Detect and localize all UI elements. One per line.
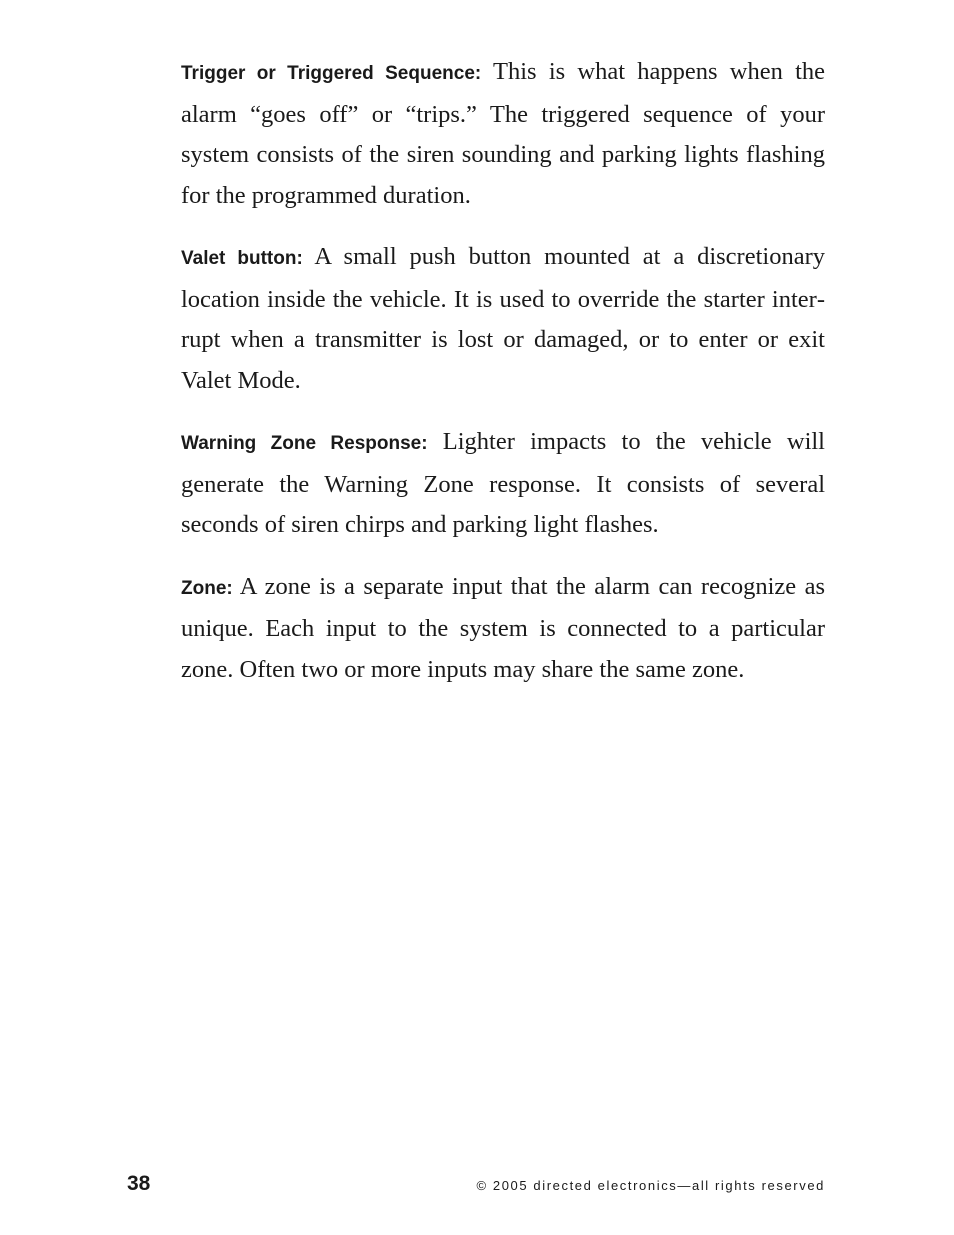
glossary-entry-zone <box>181 567 825 691</box>
glossary-entry-valet-button <box>181 237 825 401</box>
copyright-notice: © 2005 directed electronics—all rights reserved <box>476 1178 825 1193</box>
glossary-definition: This is what happens when the alarm “goes off” or “trips.” The triggered sequence of your system consists of the siren sounding and parking lights flashing for the programmed duration. <box>181 58 825 209</box>
glossary-definition: Lighter impacts to the vehicle will generate the Warning Zone response. It consists of several seconds of siren chirps and parking light flashes. <box>181 428 825 538</box>
glossary-term: Trigger or Triggered Sequence: <box>181 63 482 84</box>
glossary-definition: A small push button mounted at a discretionary location inside the vehicle. It is used to override the starter interrupt when a transmitter is lost or damaged, or to enter or exit Valet Mode. <box>181 243 825 394</box>
glossary-entry-trigger <box>181 52 825 216</box>
glossary-section <box>181 52 825 711</box>
glossary-term: Warning Zone Response: <box>181 433 428 454</box>
glossary-definition: A zone is a separate input that the alarm can recognize as unique. Each input to the system is connected to a particular zone. Often two or more inputs may share the same zone. <box>181 572 825 683</box>
glossary-term: Zone: <box>181 577 233 599</box>
glossary-term: Valet button: <box>181 248 303 269</box>
glossary-entry-warning-zone <box>181 422 825 546</box>
page-number: 38 <box>127 1172 151 1195</box>
